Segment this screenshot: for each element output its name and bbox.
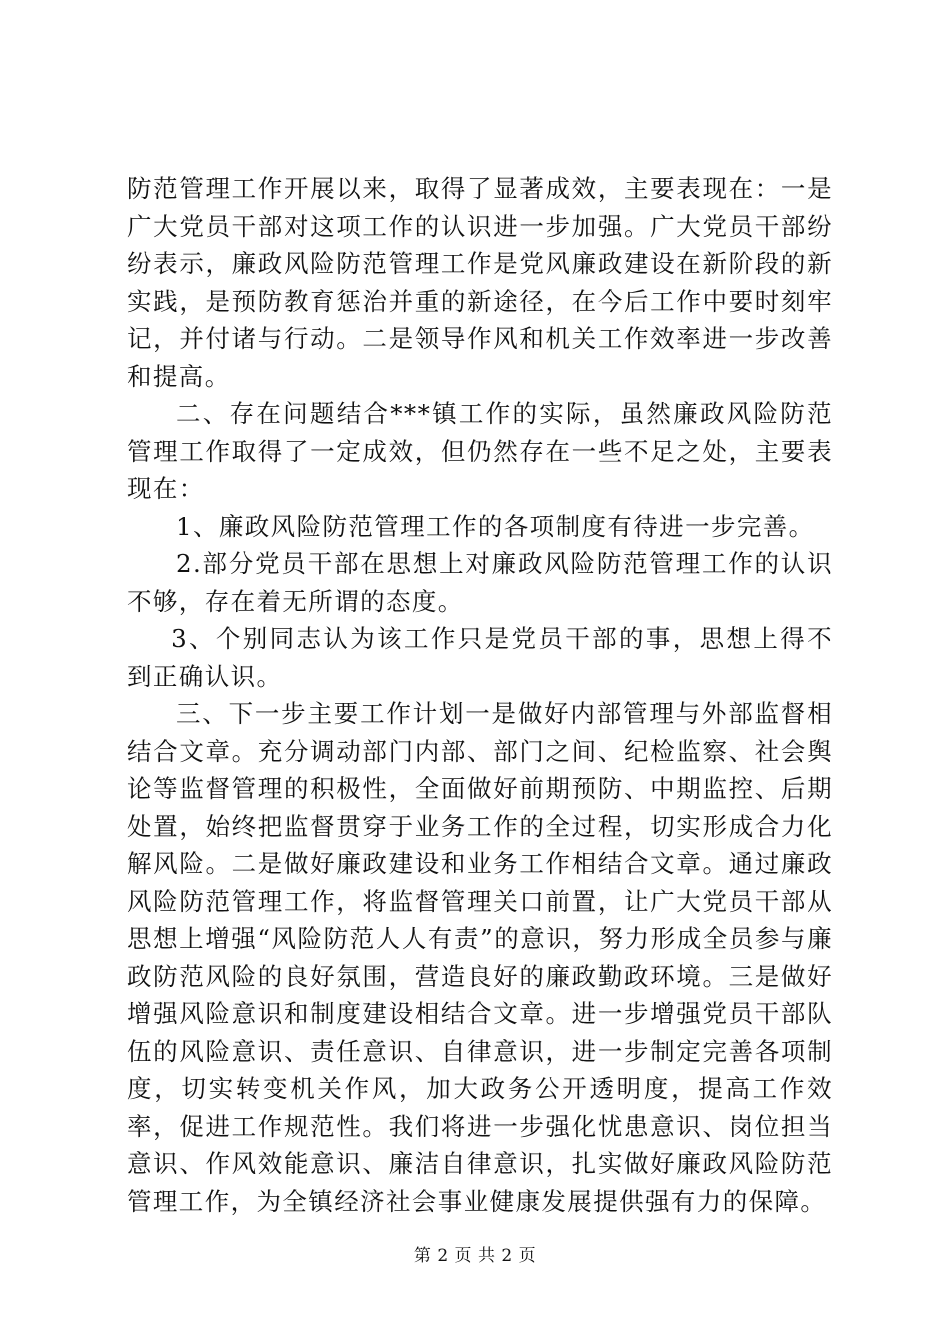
paragraph-section-problems: 二、存在问题结合***镇工作的实际，虽然廉政风险防范管理工作取得了一定成效，但仍然存在一些不足之处，主要表现在： [127, 399, 833, 503]
document-body [127, 170, 833, 1220]
paragraph-section-plan: 三、下一步主要工作计划一是做好内部管理与外部监督相结合文章。充分调动部门内部、部门之间、纪检监察、社会舆论等监督管理的积极性，全面做好前期预防、中期监控、后期处置，始终把监督贯穿于业务工作的全过程，切实形成合力化解风险。二是做好廉政建设和业务工作相结合文章。通过廉政风险防范管理工作，将监督管理关口前置，让广大党员干部从思想上增强“风险防范人人有责”的意识，努力形成全员参与廉政防范风险的良好氛围，营造良好的廉政勤政环境。三是做好增强风险意识和制度建设相结合文章。进一步增强党员干部队伍的风险意识、责任意识、自律意识，进一步制定完善各项制度，切实转变机关作风，加大政务公开透明度，提高工作效率，促进工作规范性。我们将进一步强化忧患意识、岗位担当意识、作风效能意识、廉洁自律意识，扎实做好廉政风险防范管理工作，为全镇经济社会事业健康发展提供强有力的保障。 [127, 699, 833, 1216]
paragraph-problem-3: 3、个别同志认为该工作只是党员干部的事，思想上得不到正确认识。 [127, 624, 833, 691]
paragraph-problem-2: 2.部分党员干部在思想上对廉政风险防范管理工作的认识不够，存在着无所谓的态度。 [127, 549, 833, 616]
paragraph-summary-results: 防范管理工作开展以来，取得了显著成效，主要表现在：一是广大党员干部对这项工作的认识进一步加强。广大党员干部纷纷表示，廉政风险防范管理工作是党风廉政建设在新阶段的新实践，是预防教育惩治并重的新途径，在今后工作中要时刻牢记，并付诸与行动。二是领导作风和机关工作效率进一步改善和提高。 [127, 174, 833, 391]
paragraph-problem-1: 1、廉政风险防范管理工作的各项制度有待进一步完善。 [176, 511, 815, 541]
page-footer: 第 2 页 共 2 页 [413, 1246, 537, 1266]
